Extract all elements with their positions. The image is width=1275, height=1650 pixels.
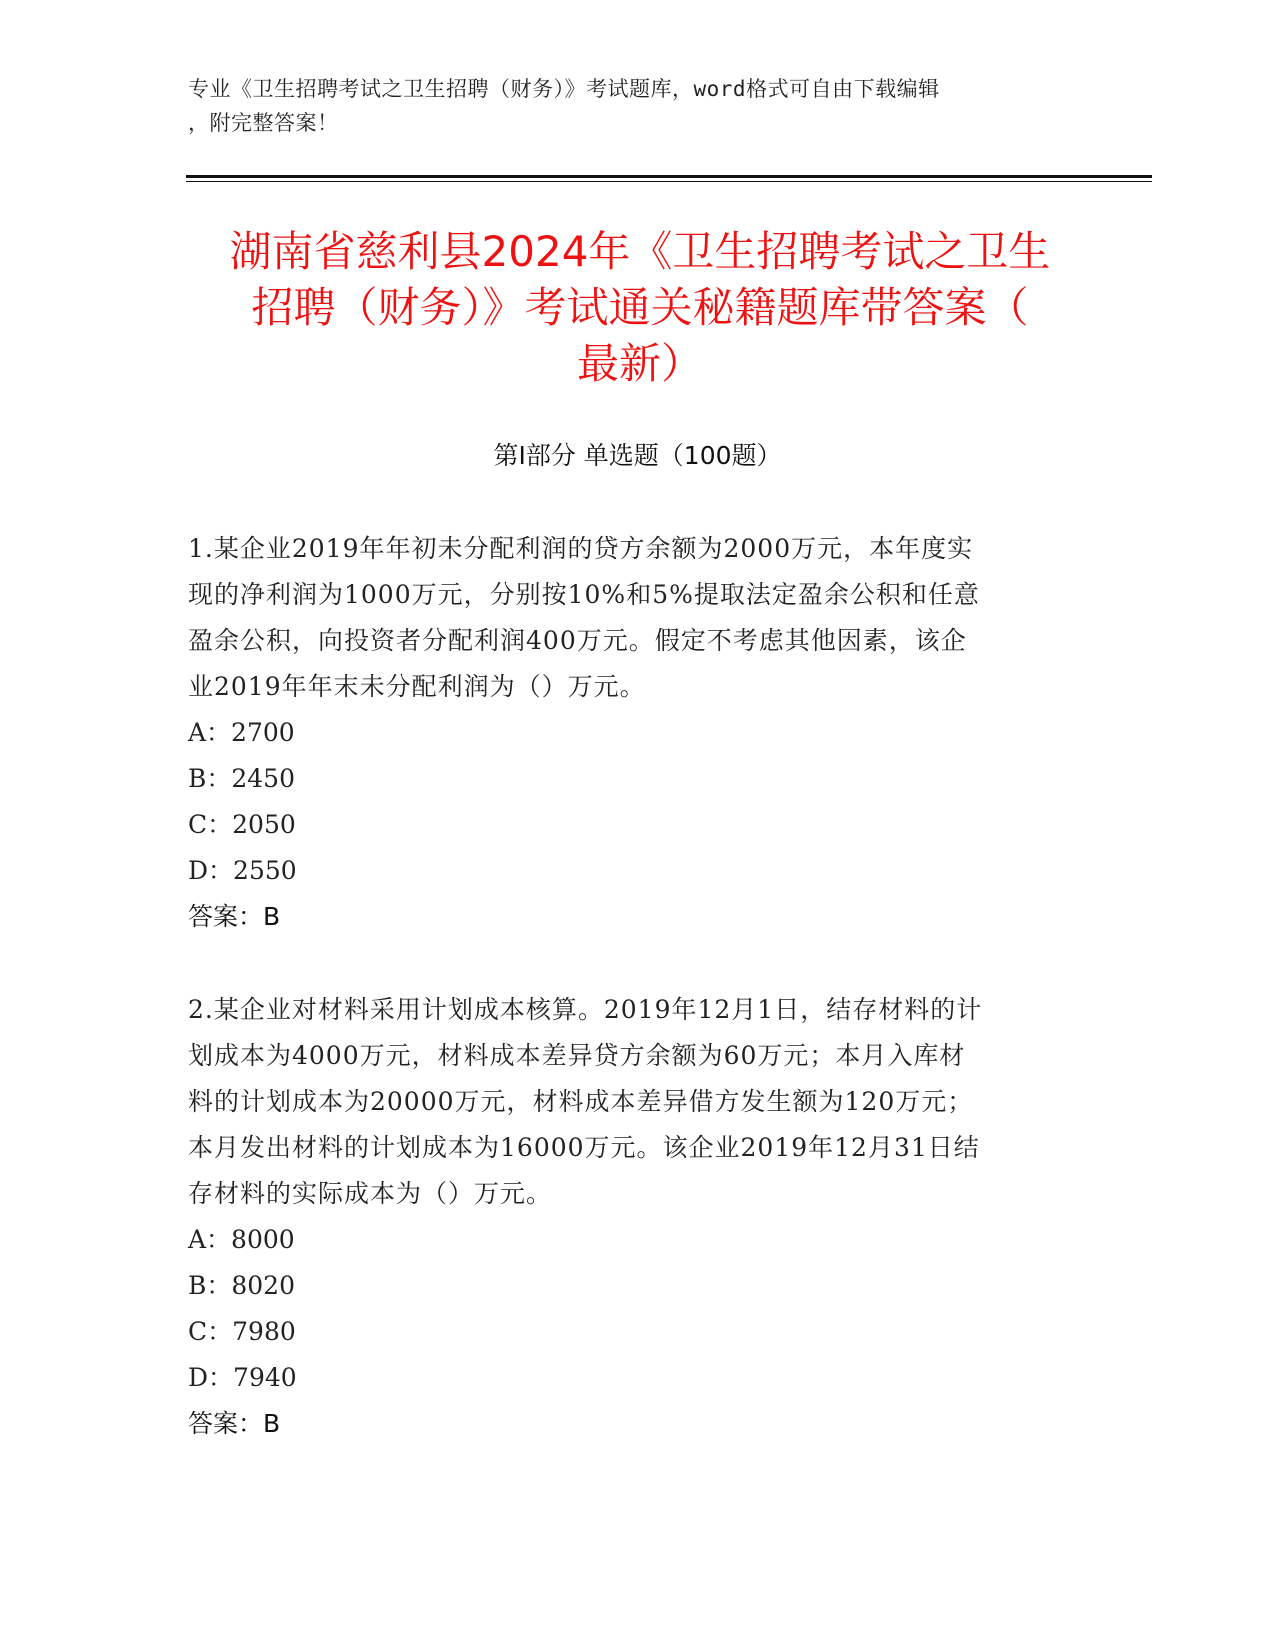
document-title-line-2: 招聘（财务）》考试通关秘籍题库带答案（	[251, 283, 1029, 332]
question-2-option-c: C：7980	[188, 1317, 296, 1346]
question-2-option-b: B：8020	[188, 1271, 295, 1300]
question-1-stem-line: 业2019年年末未分配利润为（）万元。	[188, 672, 646, 701]
header-note-line-1: 专业《卫生招聘考试之卫生招聘（财务）》考试题库，word格式可自由下载编辑	[188, 77, 940, 101]
question-2-stem-line: 2.某企业对材料采用计划成本核算。2019年12月1日，结存材料的计	[188, 995, 983, 1024]
question-1-stem	[188, 526, 1078, 710]
question-2	[188, 987, 1078, 1447]
question-1-stem-line: 1.某企业2019年年初未分配利润的贷方余额为2000万元，本年度实	[188, 534, 974, 563]
header-divider-thick	[186, 175, 1152, 178]
question-1-stem-line: 现的净利润为1000万元，分别按10%和5%提取法定盈余公积和任意	[188, 580, 980, 609]
question-1-option-d: D：2550	[188, 856, 297, 885]
question-2-answer: 答案：B	[188, 1409, 281, 1438]
question-2-option-a: A：8000	[188, 1225, 295, 1254]
header-note	[188, 72, 1088, 140]
question-1-option-b: B：2450	[188, 764, 295, 793]
document-title	[180, 224, 1100, 392]
question-1-answer: 答案：B	[188, 902, 281, 931]
question-2-stem-line: 划成本为4000万元，材料成本差异贷方余额为60万元；本月入库材	[188, 1041, 966, 1070]
document-title-line-1: 湖南省慈利县2024年《卫生招聘考试之卫生	[229, 227, 1051, 276]
question-2-stem	[188, 987, 1078, 1217]
question-2-stem-line: 存材料的实际成本为（）万元。	[188, 1179, 553, 1208]
question-1-option-c: C：2050	[188, 810, 296, 839]
question-1	[188, 526, 1078, 940]
question-2-stem-line: 料的计划成本为20000万元，材料成本差异借方发生额为120万元；	[188, 1087, 974, 1116]
question-2-stem-line: 本月发出材料的计划成本为16000万元。该企业2019年12月31日结	[188, 1133, 980, 1162]
document-title-line-3: 最新）	[576, 339, 703, 388]
header-note-line-2: ，附完整答案！	[188, 111, 339, 135]
header-divider-thin	[186, 181, 1152, 182]
question-1-stem-line: 盈余公积，向投资者分配利润400万元。假定不考虑其他因素，该企	[188, 626, 967, 655]
section-heading: 第I部分 单选题（100题）	[493, 441, 782, 470]
question-1-option-a: A：2700	[188, 718, 295, 747]
question-2-option-d: D：7940	[188, 1363, 297, 1392]
